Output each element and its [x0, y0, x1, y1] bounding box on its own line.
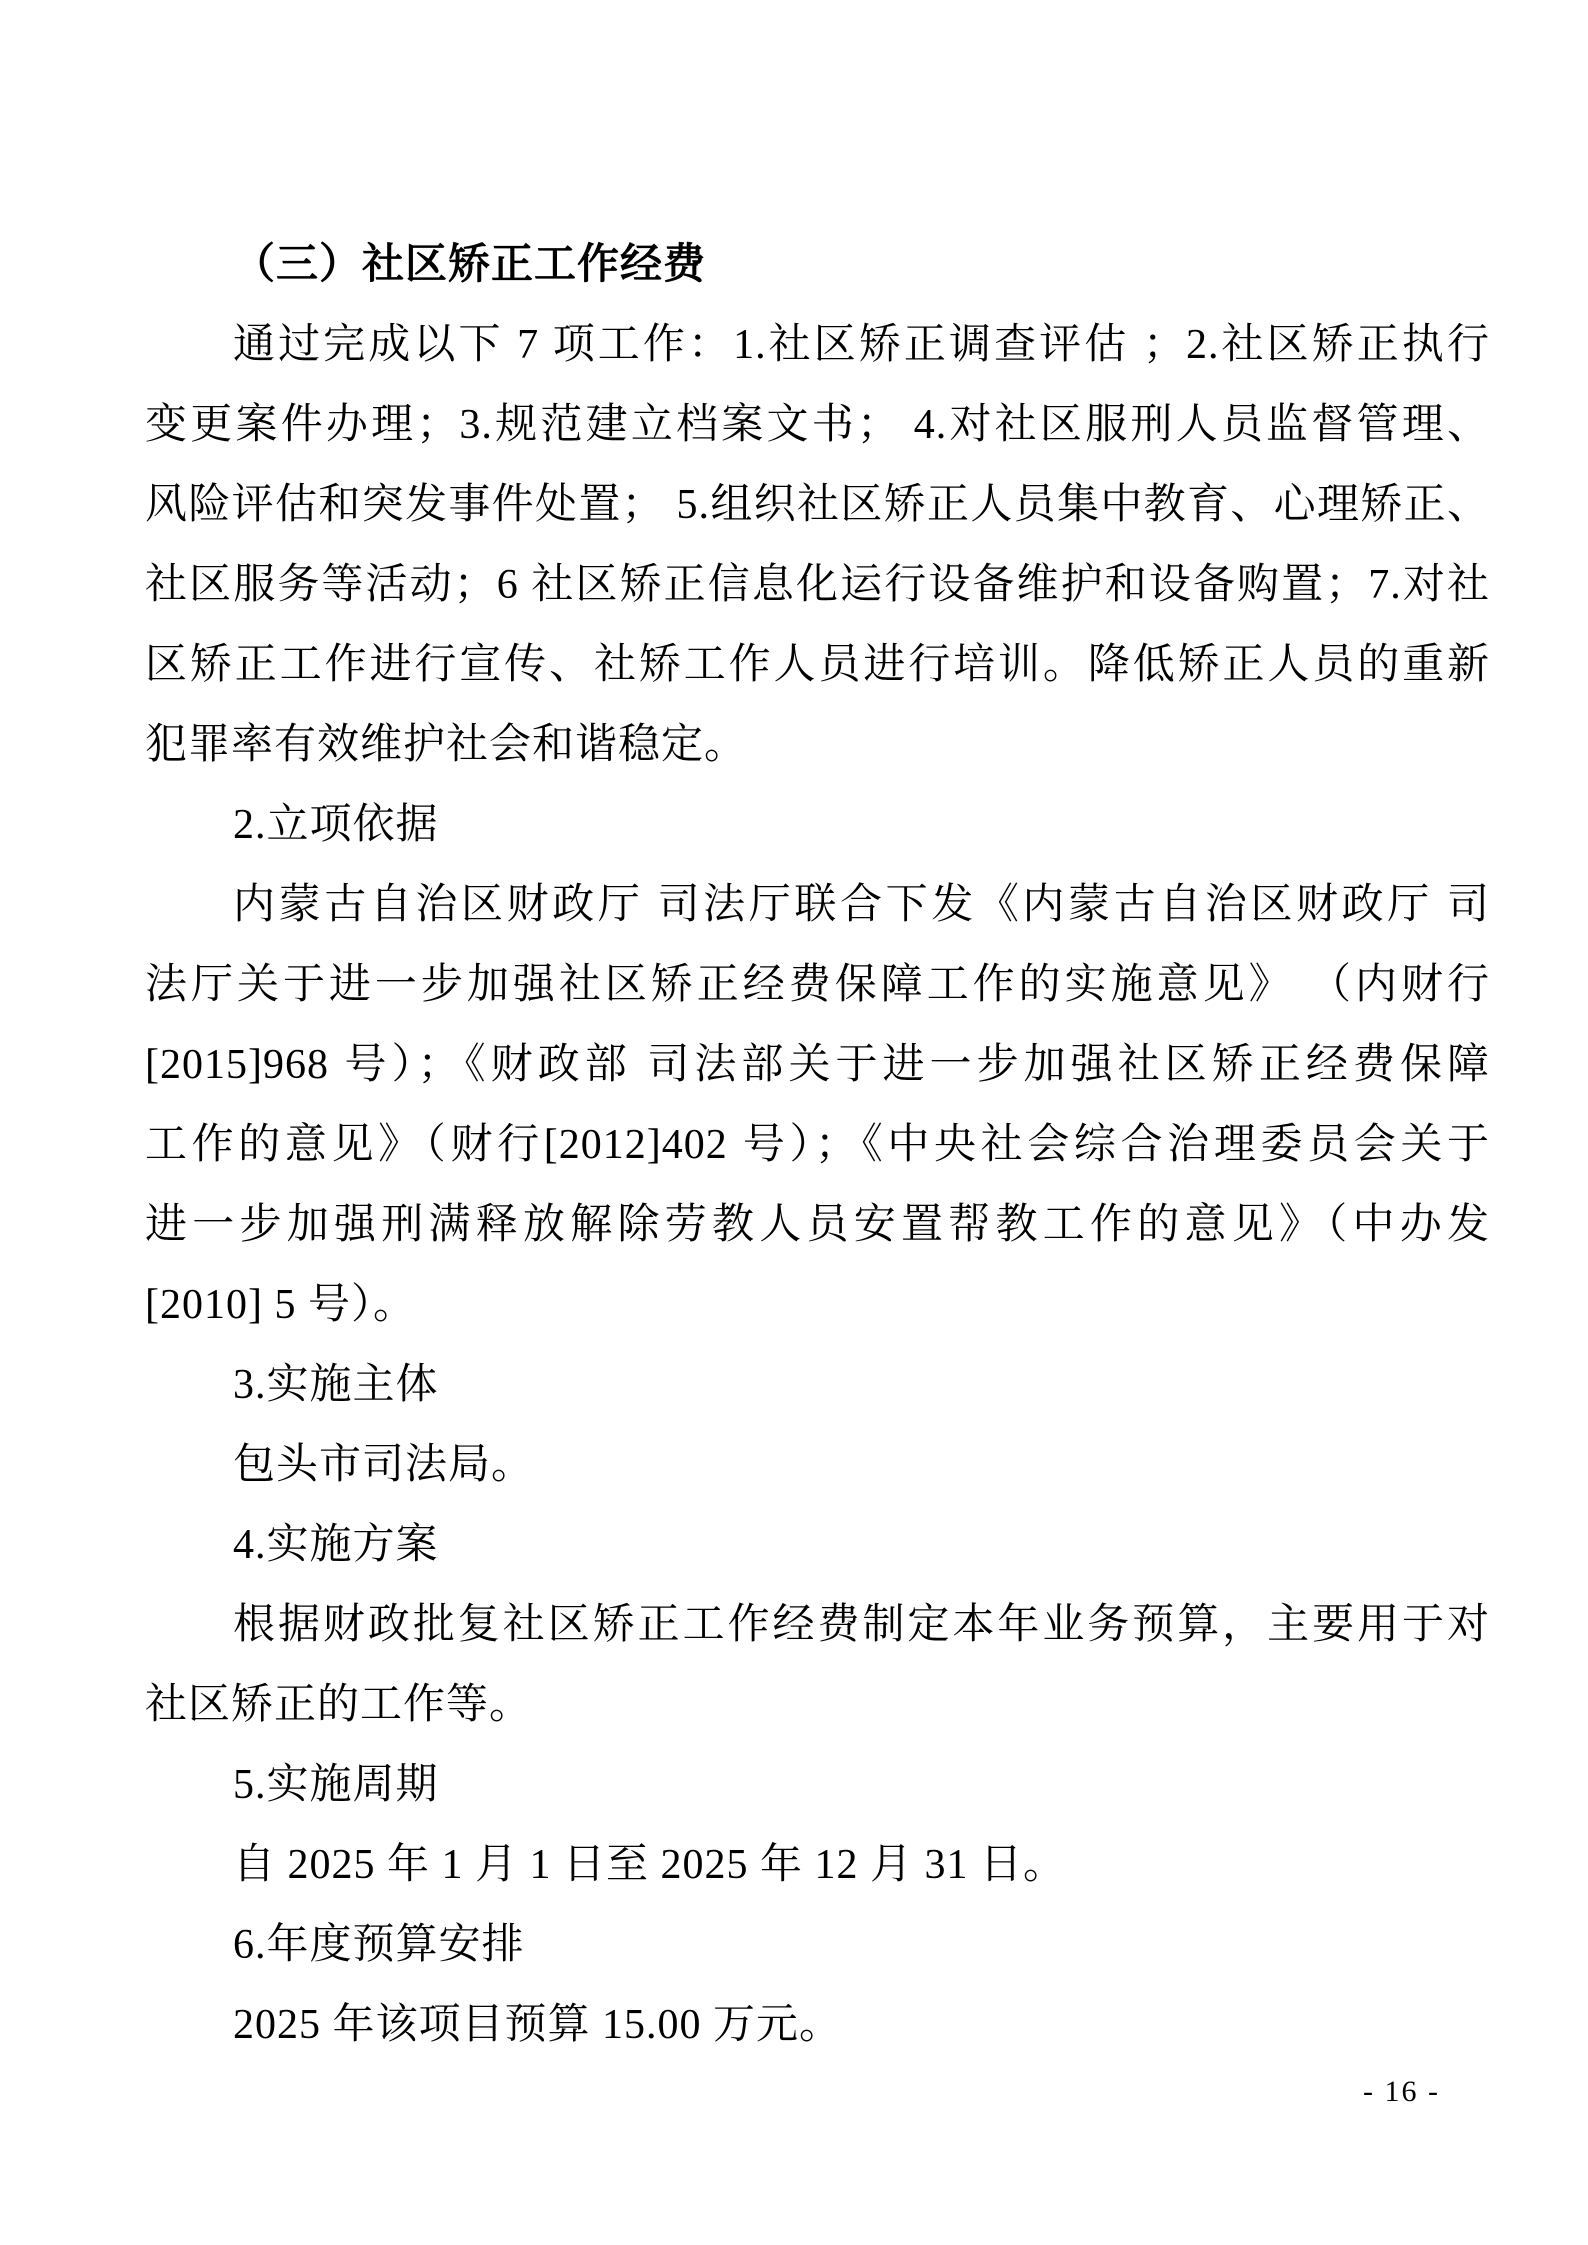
text-line: 进一步加强刑满释放解除劳教人员安置帮教工作的意见》（中办发: [145, 1202, 1490, 1248]
text-line: 法厅关于进一步加强社区矫正经费保障工作的实施意见》 （内财行: [145, 962, 1490, 1008]
text-line: 6.年度预算安排: [233, 1922, 525, 1968]
text-line: 变更案件办理；3.规范建立档案文书； 4.对社区服刑人员监督管理、: [145, 402, 1490, 448]
text-line: [2015]968 号）；《财政部 司法部关于进一步加强社区矫正经费保障: [145, 1042, 1490, 1088]
text-line: 5.实施周期: [233, 1762, 439, 1808]
text-line: 2025 年该项目预算 15.00 万元。: [233, 2002, 843, 2048]
page-number: - 16 -: [1363, 2075, 1440, 2108]
text-line: 犯罪率有效维护社会和谐稳定。: [145, 722, 748, 768]
text-line: 自 2025 年 1 月 1 日至 2025 年 12 月 31 日。: [233, 1842, 1067, 1888]
document-body: [145, 225, 1490, 2065]
text-line: 包头市司法局。: [233, 1442, 535, 1488]
text-line: 4.实施方案: [233, 1522, 439, 1568]
text-line: [2010] 5 号）。: [145, 1282, 416, 1328]
text-line: 风险评估和突发事件处置； 5.组织社区矫正人员集中教育、心理矫正、: [145, 482, 1490, 528]
text-line: 通过完成以下 7 项工作：1.社区矫正调查评估 ；2.社区矫正执行: [233, 322, 1490, 368]
text-line: 内蒙古自治区财政厅 司法厅联合下发《内蒙古自治区财政厅 司: [233, 882, 1490, 928]
text-line: 社区服务等活动；6 社区矫正信息化运行设备维护和设备购置；7.对社: [145, 562, 1490, 608]
text-line: 区矫正工作进行宣传、社矫工作人员进行培训。降低矫正人员的重新: [145, 642, 1490, 688]
text-line: 工作的意见》（财行[2012]402 号）；《中央社会综合治理委员会关于: [145, 1122, 1490, 1168]
text-line: 社区矫正的工作等。: [145, 1682, 533, 1728]
text-line: 根据财政批复社区矫正工作经费制定本年业务预算，主要用于对: [233, 1602, 1490, 1648]
text-line: 3.实施主体: [233, 1362, 439, 1408]
section-heading: （三）社区矫正工作经费: [233, 242, 707, 288]
text-line: 2.立项依据: [233, 802, 439, 848]
